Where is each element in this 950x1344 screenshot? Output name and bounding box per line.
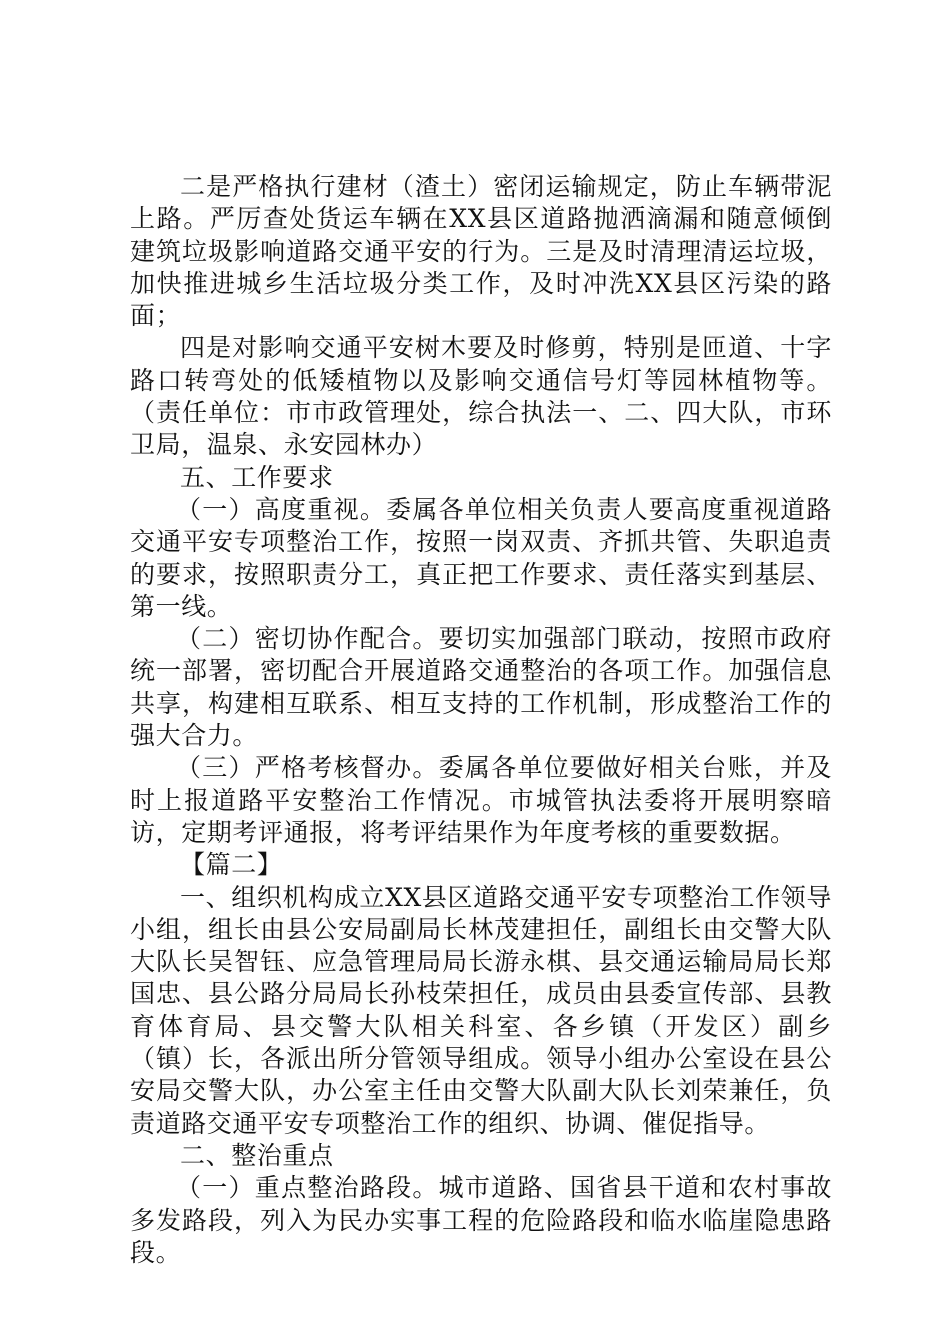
document-body bbox=[130, 171, 832, 1269]
paragraph-tree-trimming: 四是对影响交通平安树木要及时修剪，特别是匝道、十字路口转弯处的低矮植物以及影响交通信号灯等园林植物等。（责任单位：市市政管理处，综合执法一、二、四大队，市环卫局，温泉、永安园林办） bbox=[130, 333, 832, 460]
heading-part-two: 【篇二】 bbox=[180, 850, 283, 880]
paragraph-construction-waste: 二是严格执行建材（渣土）密闭运输规定，防止车辆带泥上路。严厉查处货运车辆在XX县区道路抛洒滴漏和随意倾倒建筑垃圾影响道路交通平安的行为。三是及时清理清运垃圾，加快推进城乡生活垃圾分类工作，及时冲洗XX县区污染的路面； bbox=[130, 172, 832, 331]
paragraph-high-priority: （一）高度重视。委属各单位相关负责人要高度重视道路交通平安专项整治工作，按照一岗双责、齐抓共管、失职追责的要求，按照职责分工，真正把工作要求、责任落实到基层、第一线。 bbox=[130, 494, 832, 621]
paragraph-cooperation: （二）密切协作配合。要切实加强部门联动，按照市政府统一部署，密切配合开展道路交通整治的各项工作。加强信息共享，构建相互联系、相互支持的工作机制，形成整治工作的强大合力。 bbox=[130, 624, 832, 751]
heading-work-requirements: 五、工作要求 bbox=[180, 462, 334, 492]
paragraph-organization: 一、组织机构成立XX县区道路交通平安专项整治工作领导小组，组长由县公安局副局长林茂建担任，副组长由交警大队大队长吴智钰、应急管理局局长游永棋、县交通运输局局长郑国忠、县公路分局局长孙枝荣担任，成员由县委宣传部、县教育体育局、县交警大队相关科室、各乡镇（开发区）副乡（镇）长，各派出所分管领导组成。领导小组办公室设在县公安局交警大队，办公室主任由交警大队副大队长刘荣兼任，负责道路交通平安专项整治工作的组织、协调、催促指导。 bbox=[130, 882, 832, 1138]
paragraph-key-road-sections: （一）重点整治路段。城市道路、国省县干道和农村事故多发路段，列入为民办实事工程的危险路段和临水临崖隐患路段。 bbox=[130, 1173, 832, 1267]
heading-key-points: 二、整治重点 bbox=[180, 1140, 334, 1170]
paragraph-assessment: （三）严格考核督办。委属各单位要做好相关台账，并及时上报道路平安整治工作情况。市城管执法委将开展明察暗访，定期考评通报，将考评结果作为年度考核的重要数据。 bbox=[130, 753, 832, 847]
